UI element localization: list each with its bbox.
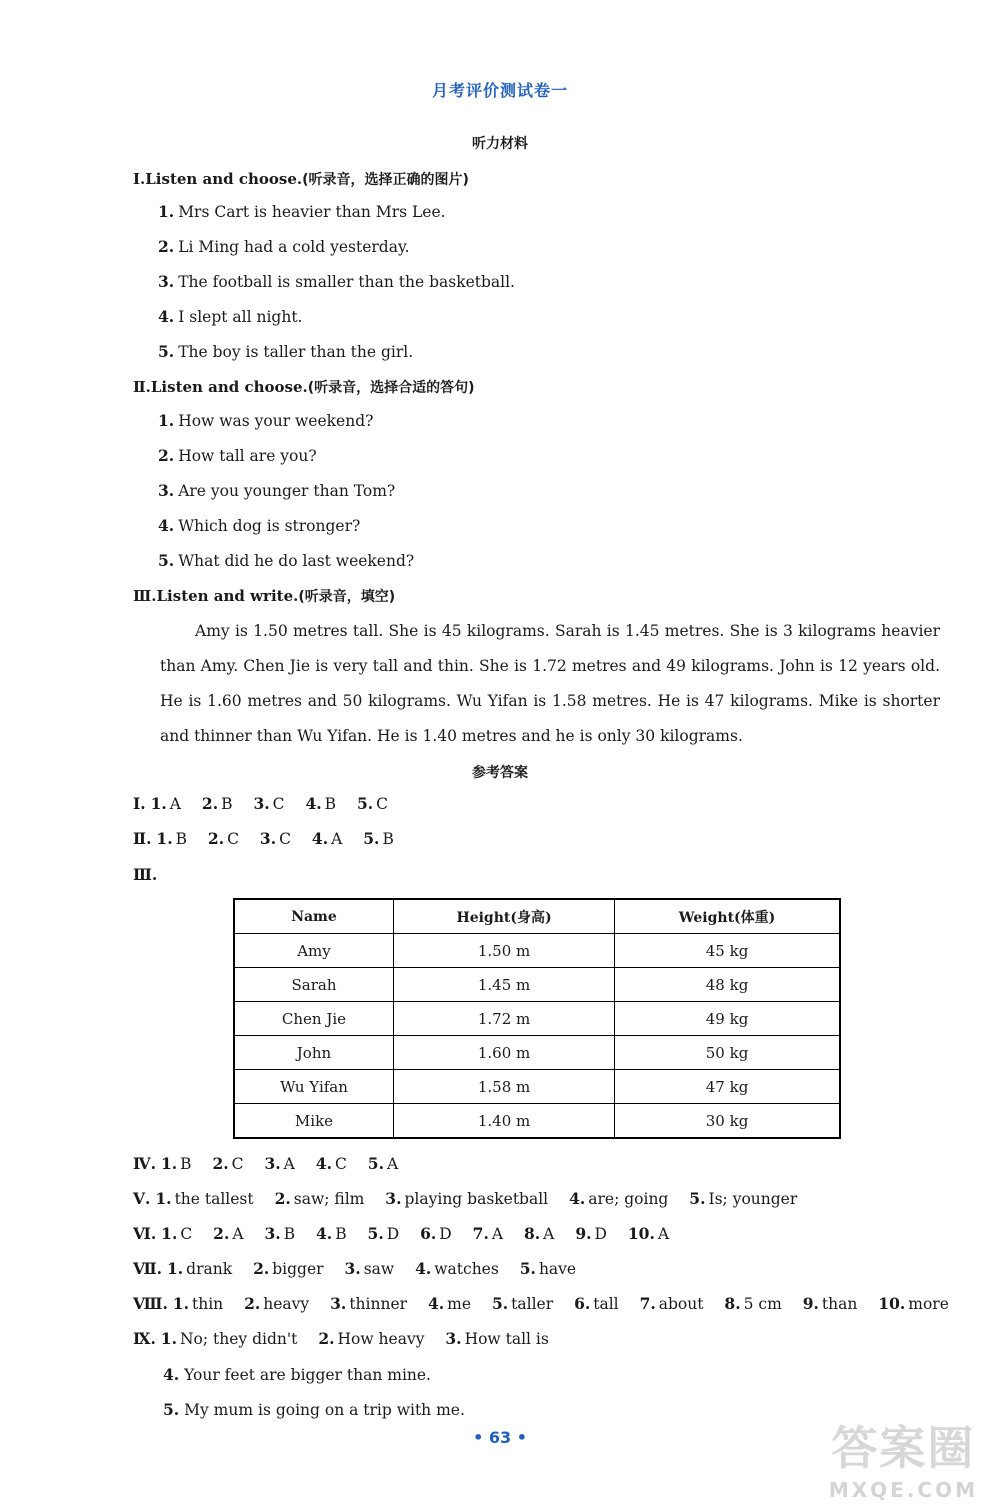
table-cell: Wu Yifan xyxy=(234,1070,393,1104)
table-row xyxy=(234,1036,840,1070)
answer-row-9-item-4: 4. Your feet are bigger than mine. xyxy=(163,1365,431,1384)
s2-item-1: 1. How was your weekend? xyxy=(158,411,374,430)
section-2-roman: Ⅱ. xyxy=(133,378,151,396)
answer-row-9: Ⅸ. 1. No; they didn't 2. How heavy 3. How tall is xyxy=(133,1329,549,1348)
table-cell: 1.45 m xyxy=(393,968,614,1002)
table-cell: 1.72 m xyxy=(393,1002,614,1036)
table-cell: 48 kg xyxy=(615,968,840,1002)
table-header: Weight(体重) xyxy=(615,899,840,934)
table-row xyxy=(234,1070,840,1104)
s1-item-5: 5. The boy is taller than the girl. xyxy=(158,342,414,361)
answer-row-1: Ⅰ. 1. A 2. B 3. C 4. B 5. C xyxy=(133,794,389,813)
table-cell: 30 kg xyxy=(615,1104,840,1139)
table-cell: John xyxy=(234,1036,393,1070)
table-cell: 49 kg xyxy=(615,1002,840,1036)
answer-row-9-item-5: 5. My mum is going on a trip with me. xyxy=(163,1400,465,1419)
section-3-title: Listen and write. xyxy=(156,587,299,605)
table-row xyxy=(234,934,840,968)
table-cell: 1.60 m xyxy=(393,1036,614,1070)
answers-heading: 参考答案 xyxy=(472,765,528,781)
watermark-big: 答案圈 xyxy=(831,1421,976,1475)
answer-row-5: Ⅴ. 1. the tallest 2. saw; film 3. playing basketball 4. are; going 5. Is; younger xyxy=(133,1189,798,1208)
section-1-heading xyxy=(133,169,469,189)
section-2-title: Listen and choose. xyxy=(150,378,308,396)
watermark-logo xyxy=(829,1412,978,1502)
page-number: • 63 • xyxy=(473,1428,527,1447)
section-3-paragraph: Amy is 1.50 metres tall. She is 45 kilograms. Sarah is 1.45 metres. She is 3 kilograms heavier than Amy. Chen Jie is very tall and thin. She is 1.72 metres and 49 kilograms. John is 12 years old. He is 1.60 metres and 50 kilograms. Wu Yifan is 1.58 metres. He is 47 kilograms. Mike is shorter and thinner than Wu Yifan. He is 1.40 metres and he is only 30 kilograms. xyxy=(160,622,940,745)
table-row xyxy=(234,1002,840,1036)
page-title: 月考评价测试卷一 xyxy=(431,81,568,100)
section-1-cn: (听录音，选择正确的图片) xyxy=(302,172,469,188)
table-cell: 50 kg xyxy=(615,1036,840,1070)
section-1-title: Listen and choose. xyxy=(145,170,303,188)
section-2-heading xyxy=(133,377,475,397)
section-3-cn: (听录音，填空) xyxy=(298,589,396,605)
s1-item-1: 1. Mrs Cart is heavier than Mrs Lee. xyxy=(158,202,446,221)
s1-item-4: 4. I slept all night. xyxy=(158,307,303,326)
s1-item-3: 3. The football is smaller than the basketball. xyxy=(158,272,515,291)
s1-item-2: 2. Li Ming had a cold yesterday. xyxy=(158,237,410,256)
table-row xyxy=(234,968,840,1002)
answer-row-6: Ⅵ. 1. C 2. A 3. B 4. B 5. D 6. D 7. A 8. A 9. D 10. A xyxy=(133,1224,670,1243)
table-header-row xyxy=(234,899,840,934)
section-3-roman: Ⅲ. xyxy=(133,587,157,605)
table-cell: Mike xyxy=(234,1104,393,1139)
table-cell: Amy xyxy=(234,934,393,968)
answer-row-3: Ⅲ. xyxy=(133,865,158,884)
table-cell: 1.40 m xyxy=(393,1104,614,1139)
table-header: Name xyxy=(234,899,393,934)
table-cell: Chen Jie xyxy=(234,1002,393,1036)
section-2-cn: (听录音，选择合适的答句) xyxy=(307,380,475,396)
listening-heading: 听力材料 xyxy=(472,136,528,152)
section-3-heading xyxy=(133,586,395,606)
table-row xyxy=(234,1104,840,1139)
answer-row-8: Ⅷ. 1. thin 2. heavy 3. thinner 4. me 5. taller 6. tall 7. about 8. 5 cm 9. than 10. more xyxy=(133,1294,949,1313)
table-cell: 1.58 m xyxy=(393,1070,614,1104)
table-cell: 1.50 m xyxy=(393,934,614,968)
s2-item-4: 4. Which dog is stronger? xyxy=(158,516,361,535)
table-cell: 47 kg xyxy=(615,1070,840,1104)
section-1-roman: Ⅰ. xyxy=(133,170,146,188)
table-cell: 45 kg xyxy=(615,934,840,968)
s2-item-3: 3. Are you younger than Tom? xyxy=(158,481,396,500)
answer-row-4: Ⅳ. 1. B 2. C 3. A 4. C 5. A xyxy=(133,1154,399,1173)
table-header: Height(身高) xyxy=(393,899,614,934)
s2-item-2: 2. How tall are you? xyxy=(158,446,317,465)
answer-row-7: Ⅶ. 1. drank 2. bigger 3. saw 4. watches 5. have xyxy=(133,1259,577,1278)
s2-item-5: 5. What did he do last weekend? xyxy=(158,551,415,570)
table-cell: Sarah xyxy=(234,968,393,1002)
watermark-small: MXQE.COM xyxy=(828,1478,978,1502)
height-weight-table xyxy=(233,898,841,1139)
answer-row-2: Ⅱ. 1. B 2. C 3. C 4. A 5. B xyxy=(133,829,394,848)
